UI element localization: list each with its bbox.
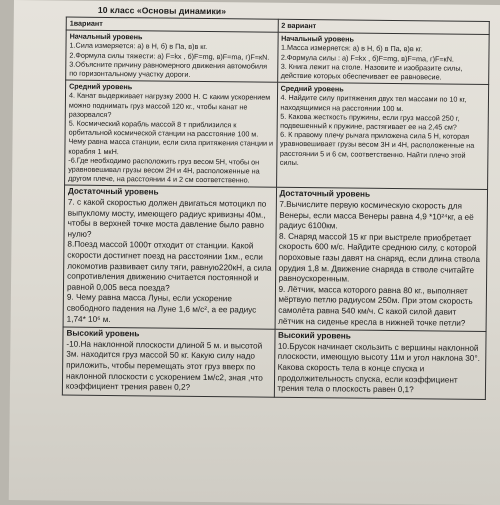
task-text: 3.Объясните причину равномерного движения автомобиля по горизонтальному участку дороги. bbox=[69, 59, 268, 79]
task-text: 4. Канат выдерживает нагрузку 2000 Н. С каким ускорением можно поднимать груз массой 120 кг., чтобы канат не разорвался? bbox=[68, 91, 271, 119]
task-text: -10.На наклонной плоскости длиной 5 м. и высотой 3м. находится груз массой 50 кг. Какую силу надо приложить, чтобы перемещать этот груз вверх по наклонной плоскости с ускорением 1м/с2, зная ,что коэффициент трения равен 0,2? bbox=[65, 339, 263, 393]
level-title: Высокий уровень bbox=[277, 330, 351, 341]
table-row bbox=[62, 327, 486, 399]
table-row bbox=[63, 185, 487, 331]
task-text: 8.Поезд массой 1000т отходит от станции. Какой скорости достигнет поезд на расстоянии 1км., если локомотив развивает силу тяги, равную220кН, а сила сопротивления движению считается постоянной и равной 0,005 веса поезда? bbox=[66, 239, 272, 293]
task-text: 7.Вычислите первую космическую скорость для Венеры, если масса Венеры равна 4,9 *10²⁴кг, а её радиус 6100км. bbox=[279, 199, 474, 231]
task-text: 9. Лётчик, масса которого равна 80 кг., выполняет мёртвую петлю радиусом 250м. При этом скорость самолёта равна 540 км/ч. С какой силой давит лётчик на сиденье кресла в нижней точке петли? bbox=[278, 284, 473, 328]
task-text: 1.Масса измеряется: а) в Н, б) в Па, в)в кг. bbox=[280, 43, 423, 54]
task-text: 6. К правому плечу рычага приложена сила 5 Н, которая уравновешивает грузы весом 3Н и 4Н, расположенные на расстоянии 5 и 6 см, соответственно. Найти плечо этой силы. bbox=[279, 130, 475, 167]
level-title: Достаточный уровень bbox=[279, 189, 371, 200]
task-text: 8. Снаряд массой 15 кг при выстреле приобретает скорость 600 м/с. Найдите среднюю силу, с которой пороховые газы давят на снаряд, если длина ствола орудия 1,8 м. Движение снаряда в стволе считайте равноускоренным. bbox=[278, 231, 481, 284]
level-title: Начальный уровень bbox=[69, 31, 143, 42]
task-text: 5. Какова жесткость пружины, если груз массой 250 г, подвешенный к пружине, растягивает ее на 2,45 см? bbox=[280, 111, 460, 132]
cell-variant-1-high bbox=[62, 327, 274, 397]
assignment-table bbox=[62, 17, 490, 400]
level-title: Средний уровень bbox=[69, 81, 133, 92]
task-text: 9. Чему равна масса Луны, если ускорение свободного падения на Луне 1,6 м/с², а ее радиус 1,74* 10⁶ м. bbox=[66, 292, 257, 324]
page-header: 10 класс «Основы динамики» bbox=[97, 4, 227, 17]
task-text: 10.Брусок начинает скользить с вершины наклонной плоскости, имеющую высоту 11м и угол наклона 30°. Какова скорость тела в конце спуска и продолжительность спуска, если коэффициент трения тела о плоскость равен 0,1? bbox=[277, 341, 480, 395]
task-text: -6.Где необходимо расположить груз весом 5Н, чтобы он уравновешивал грузы весом 2Н и 4Н, расположенные на другом плече, на расстоянии 4 и 2 см соответственно. bbox=[68, 155, 260, 185]
cell-variant-2-middle bbox=[276, 82, 489, 189]
task-text: 5. Космический корабль массой 8 т приблизился к орбитальной космической станции на расстояние 100 м. Чему равна масса станции, если сила притяжения станции и корабля 1 мкН. bbox=[68, 118, 274, 156]
cell-variant-1-beginning bbox=[66, 30, 278, 82]
cell-variant-2-beginning bbox=[277, 32, 489, 84]
cell-variant-1-sufficient bbox=[63, 185, 276, 329]
task-text: 2.Формула силы тяжести: а) F=kx , б)F=mg, в)F=ma, г)F=кN. bbox=[69, 50, 270, 62]
cell-variant-2-high bbox=[274, 329, 486, 399]
task-text: 2.Формула силы : а) F=kx , б)F=mg, в)F=ma, г)F=кN. bbox=[280, 52, 454, 64]
cell-variant-1-middle bbox=[65, 80, 278, 187]
task-text: 3. Книга лежит на столе. Назовите и изобразите силы, действие которых обеспечивает ее равновесие. bbox=[280, 61, 463, 82]
task-text: 1.Сила измеряется: а) в Н, б) в Па, в)в кг. bbox=[69, 40, 208, 52]
cell-variant-2-sufficient bbox=[275, 188, 488, 332]
paper-sheet bbox=[9, 0, 500, 505]
task-text: 7. с какой скоростью должен двигаться мотоцикл по выпуклому мосту, имеющего радиус кривизны 40м., чтобы в верхней точке моста давление было равно нулю? bbox=[67, 197, 267, 239]
table-row bbox=[65, 80, 489, 190]
level-title: Начальный уровень bbox=[281, 34, 354, 44]
column-header-variant-2: 2 вариант bbox=[278, 19, 490, 34]
level-title: Средний уровень bbox=[280, 84, 344, 94]
table-row bbox=[66, 30, 490, 84]
column-header-variant-1: 1вариант bbox=[66, 17, 278, 32]
level-title: Достаточный уровень bbox=[67, 187, 159, 197]
task-text: 4. Найдите силу притяжения двух тел массами по 10 кг, находящимися на расстоянии 100 м. bbox=[280, 93, 467, 113]
level-title: Высокий уровень bbox=[66, 328, 140, 339]
